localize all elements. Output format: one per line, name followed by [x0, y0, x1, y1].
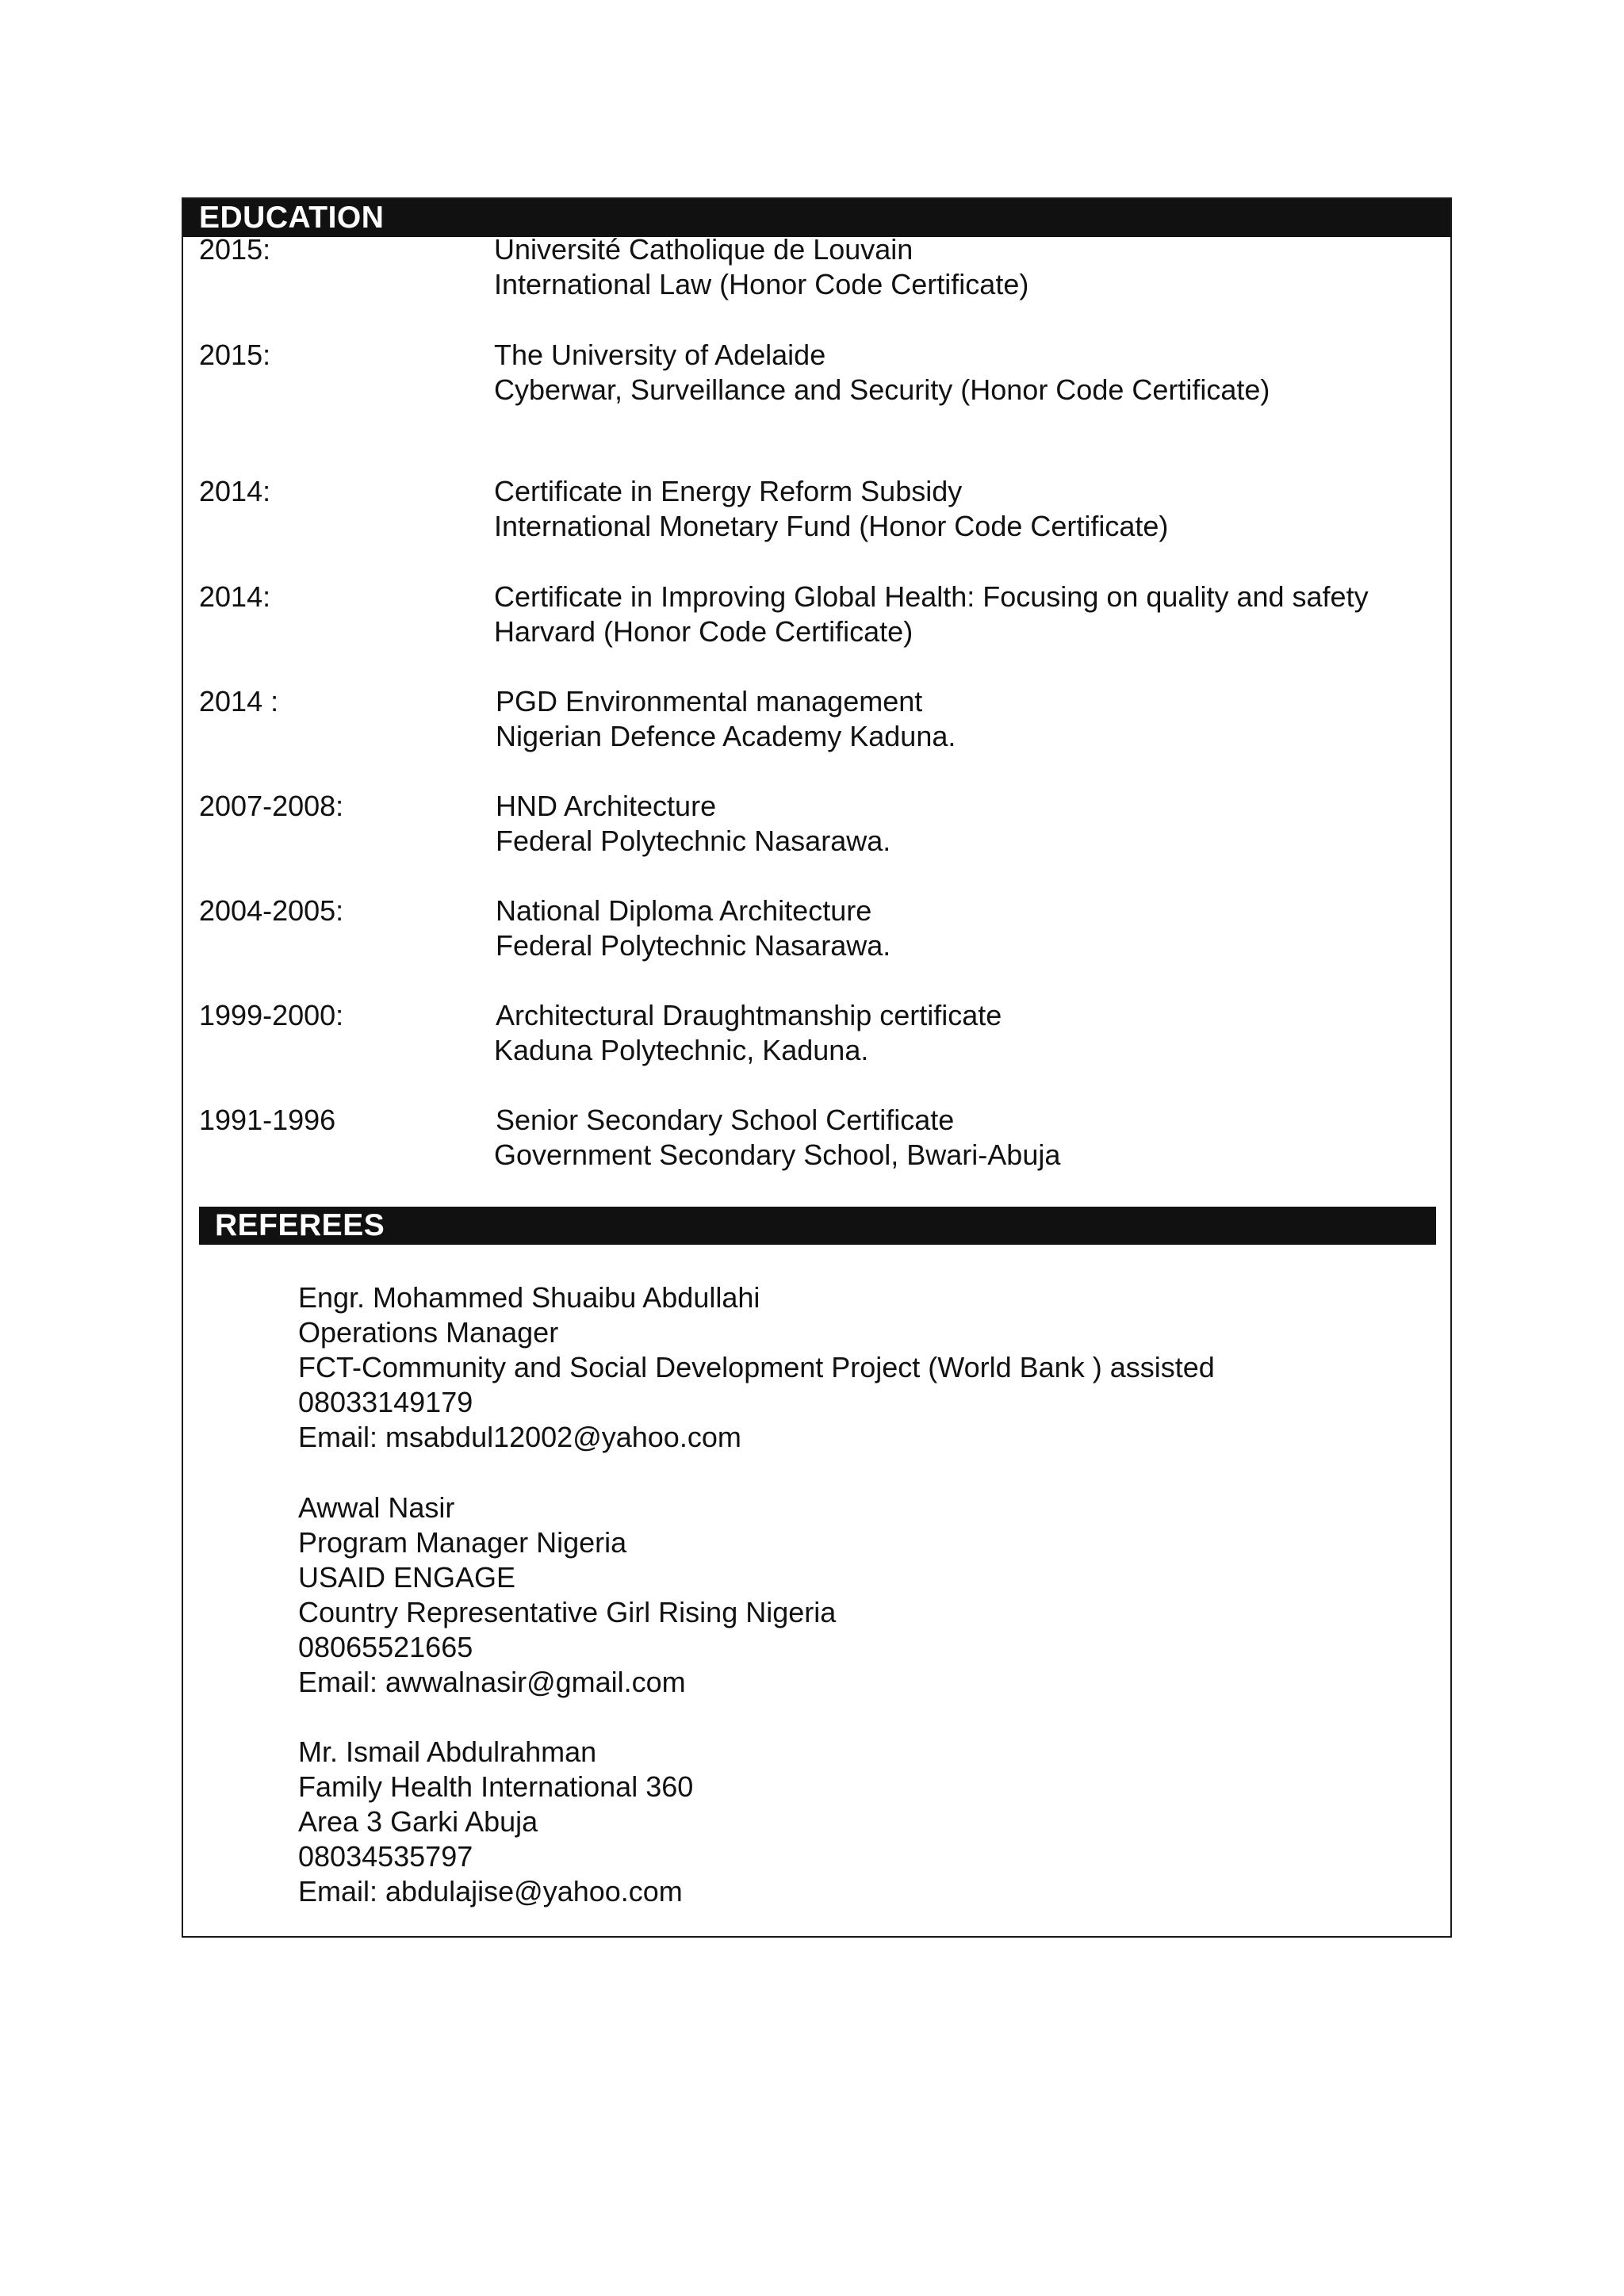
education-institution: Architectural Draughtmanship certificate	[496, 999, 1002, 1031]
referee-entry	[298, 1735, 693, 1909]
referee-email: Email: awwalnasir@gmail.com	[298, 1666, 686, 1698]
education-qualification: Federal Polytechnic Nasarawa.	[496, 825, 891, 857]
referee-address: Area 3 Garki Abuja	[298, 1805, 538, 1838]
education-institution: The University of Adelaide	[494, 339, 826, 371]
education-detail	[496, 684, 956, 754]
education-detail	[496, 1103, 1060, 1173]
referee-organization: Family Health International 360	[298, 1770, 694, 1803]
education-year: 2014:	[199, 475, 271, 507]
education-detail	[496, 998, 1002, 1068]
referee-title: Program Manager Nigeria	[298, 1526, 627, 1559]
education-detail	[494, 232, 1028, 302]
referee-phone: 08065521665	[298, 1631, 473, 1663]
referee-email: Email: msabdul12002@yahoo.com	[298, 1421, 741, 1453]
cv-page-frame	[182, 197, 1452, 1938]
education-heading: EDUCATION	[183, 199, 1450, 237]
referee-phone: 08033149179	[298, 1386, 473, 1418]
referee-email: Email: abdulajise@yahoo.com	[298, 1875, 683, 1908]
education-detail	[494, 474, 1168, 544]
referee-name: Mr. Ismail Abdulrahman	[298, 1735, 597, 1768]
education-qualification: International Monetary Fund (Honor Code Certificate)	[494, 510, 1169, 542]
education-year: 2015:	[199, 339, 271, 371]
education-institution: HND Architecture	[496, 790, 717, 822]
education-year: 2014 :	[199, 685, 279, 718]
education-qualification: Nigerian Defence Academy Kaduna.	[496, 720, 956, 752]
referee-role: Country Representative Girl Rising Nigeria	[298, 1596, 837, 1628]
education-qualification: Cyberwar, Surveillance and Security (Honor Code Certificate)	[494, 373, 1270, 406]
education-detail	[494, 580, 1369, 649]
referee-phone: 08034535797	[298, 1840, 473, 1873]
education-qualification: Federal Polytechnic Nasarawa.	[496, 929, 891, 962]
education-institution: Certificate in Improving Global Health: Focusing on quality and safety	[494, 580, 1369, 613]
education-year: 2004-2005:	[199, 894, 344, 927]
education-qualification: Government Secondary School, Bwari-Abuja	[494, 1138, 1061, 1171]
education-qualification: Kaduna Polytechnic, Kaduna.	[494, 1034, 869, 1066]
education-detail	[496, 894, 891, 963]
education-institution: Certificate in Energy Reform Subsidy	[494, 475, 963, 507]
education-year: 2007-2008:	[199, 790, 344, 822]
education-institution: PGD Environmental management	[496, 685, 923, 718]
referee-organization: USAID ENGAGE	[298, 1561, 516, 1594]
education-year: 1999-2000:	[199, 999, 344, 1031]
education-year: 2014:	[199, 580, 271, 613]
referees-heading: REFEREES	[199, 1207, 1436, 1245]
referee-entry	[298, 1490, 836, 1700]
referee-entry	[298, 1280, 1215, 1455]
referee-title: Operations Manager	[298, 1316, 559, 1349]
education-institution: National Diploma Architecture	[496, 894, 872, 927]
referee-organization: FCT-Community and Social Development Project (World Bank ) assisted	[298, 1351, 1215, 1383]
education-year: 1991-1996	[199, 1104, 336, 1136]
education-qualification: Harvard (Honor Code Certificate)	[494, 615, 914, 648]
education-year: 2015:	[199, 233, 271, 266]
referee-name: Engr. Mohammed Shuaibu Abdullahi	[298, 1281, 760, 1314]
referee-name: Awwal Nasir	[298, 1491, 455, 1524]
education-detail	[494, 338, 1270, 408]
education-institution: Université Catholique de Louvain	[494, 233, 914, 266]
education-qualification: International Law (Honor Code Certificate)	[494, 268, 1029, 300]
education-detail	[496, 789, 891, 859]
education-institution: Senior Secondary School Certificate	[496, 1104, 955, 1136]
